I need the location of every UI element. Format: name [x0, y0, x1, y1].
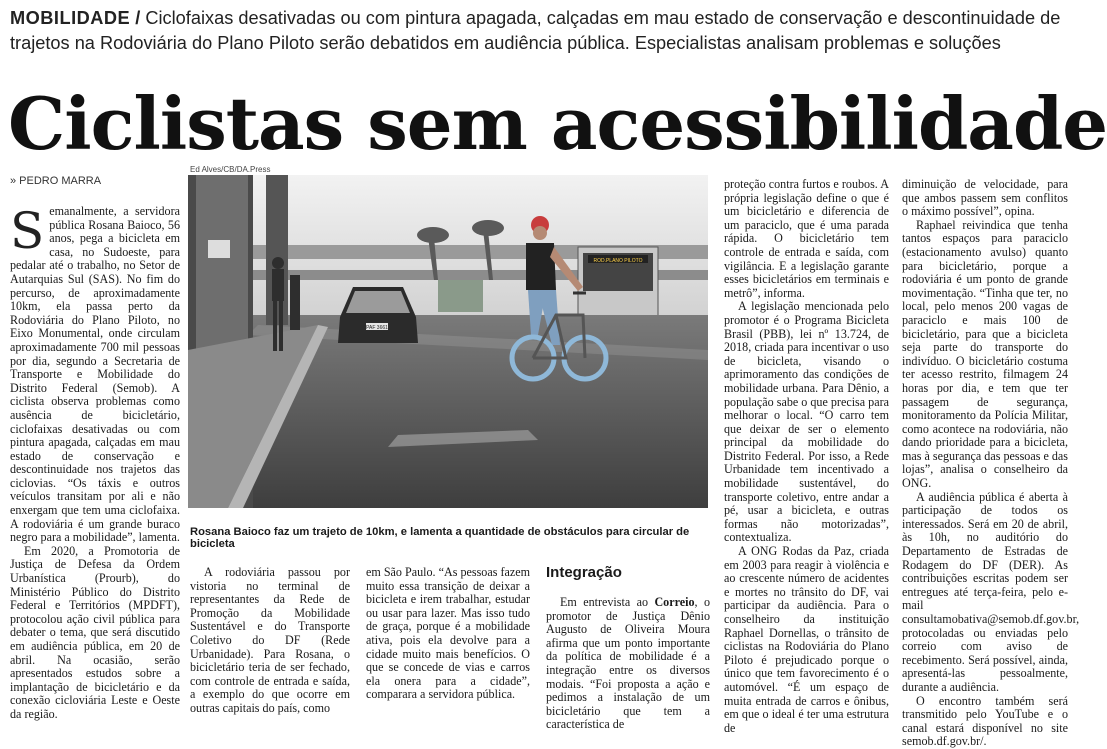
article-column-4 [546, 564, 710, 732]
paragraph: em São Paulo. “As pessoas fazem muito essa transição de deixar a bicicleta e irem trabalhar, estudar ou usar para lazer. Mas isso tudo de graça, porque é a mobilidade ativa, pois ela devolve para a cidade muito mais benefícios. O que se concede de vias e carros ela onera para a cidade”, comparara a servidora pública. [366, 565, 530, 702]
paragraph [10, 202, 180, 545]
paragraph: A legislação mencionada pelo promotor é o Programa Bicicleta Brasil (PBB), lei nº 13.724, de 2018, criada para incentivar o uso de bicicleta, visando o aprimoramento das condições de mobilidade urbana. Para Dênio, a população sabe o que precisa para melhorar o local. “O carro tem que deixar de ser o elemento principal da mobilidade do Distrito Federal. Por isso, a Rede Urbanidade tem incentivado a mobilidade sustentável, do transporte coletivo, entre andar a pé, usar a bicicleta, e outras formas não motorizadas”, contextualiza. [724, 299, 889, 545]
news-photo [188, 175, 708, 508]
article-column-3 [366, 566, 530, 702]
paragraph-text: , o promotor de Justiça Dênio Augusto de Oliveira Moura afirma que um ponto importante da política de mobilidade é a integração entre os diversos modais. “Foi proposta a ação e pedimos a instalação de um bicicletário que tem a característica de [546, 595, 711, 732]
paragraph: diminuição de velocidade, para que ambos passem sem conflitos o máximo possível”, opina. [902, 177, 1068, 219]
photo-caption: Rosana Baioco faz um trajeto de 10km, e lamenta a quantidade de obstáculos para circular de bicicleta [190, 526, 690, 550]
paragraph-text: emanalmente, a servidora pública Rosana Baioco, 56 anos, pega a bicicleta em casa, no Sudoeste, para pedalar até o trabalho, no Setor de Autarquias Sul (SAS). No fim do percurso, de aproximadamente 10km, ela passa perto da Rodoviária do Plano Piloto, no Eixo Monumental, onde circulam aproximadamente 700 mil pessoas por dia, segundo a Secretaria de Transporte e Mobilidade do Distrito Federal (Semob). A ciclista observa problemas como ausência de bicicletário, ciclofaixas desativadas ou com pintura apagada, calçadas em mau estado de conservação e descontinuidade nos trajetos das ciclovias. “Os táxis e outros veículos transitam por ali e não enxergam que tem uma ciclofaixa. A rodoviária é um grande buraco negro para a mobilidade”, lamenta. [10, 204, 180, 545]
paragraph: O encontro também será transmitido pelo YouTube e o canal estará disponível no site semob.df.gov.br/. [902, 693, 1068, 749]
section-tag: MOBILIDADE [10, 8, 131, 28]
paragraph: Em 2020, a Promotoria de Justiça de Defesa da Ordem Urbanística (Prourb), do Ministério Público do Distrito Federal e Territórios (MPDFT), protocolou ação civil pública para debater o tema, que será discutido em audiência pública, em 20 de abril. Na ocasião, serão apresentados estudos sobre a implantação de bicicletário e da conexão cicloviária Leste e Oeste da região. [10, 543, 180, 721]
car-plate: PAF 3661 [366, 325, 388, 331]
kicker [10, 6, 1070, 56]
subhead: Integração [546, 564, 622, 581]
bus-sign: ROD.PLANO PILOTO [593, 258, 643, 264]
paragraph: proteção contra furtos e roubos. A própria legislação define o que é um bicicletário e diferencia de um paraciclo, que é uma parada rápida. O bicicletário tem controle de entrada e saída, com vigilância. E a legislação garante esses bicicletários em terminais e metrô”, informa. [724, 177, 889, 300]
photo-illustration [188, 175, 708, 508]
article-column-1 [10, 202, 180, 722]
byline: » PEDRO MARRA [10, 175, 102, 187]
paragraph: A audiência pública é aberta à participação de todos os interessados. Será em 20 de abril, às 10h, no auditório do Departamento de Estradas de Rodagem do DF (DER). As contribuições escritas podem ser entregues até terça-feira, pelo e-mail consultamobativa@semob.df.gov.br, protocoladas ou enviadas pelo correio com aviso de recebimento. Será possível, ainda, apresentá-las pessoalmente, durante a audiência. [902, 489, 1080, 694]
drop-cap: S [10, 202, 45, 260]
paragraph-text: Em entrevista ao [560, 595, 655, 609]
newspaper-name: Correio [654, 595, 695, 609]
article-column-5 [724, 178, 889, 735]
article-column-6 [902, 177, 1080, 749]
paragraph: Raphael reivindica que tenha tantos espaços para paraciclo (estacionamento avulso) quanto para bicicletário, porque a rodoviária é um ponto de grande movimentação. “Tinha que ter, no local, pelo menos 200 vagas de paraciclo e mais 100 de bicicletário, para que a bicicleta seja parte do transporte do indivíduo. O bicicletário costuma ter acesso restrito, filmagem 24 horas por dia, e tem que ter passagem de segurança, monitoramento da Polícia Militar, como acontece na rodoviária, não dando prioridade para a bicicleta, mas à segurança das pessoas e das lojas”, analisa o conselheiro da ONG. [902, 217, 1068, 491]
paragraph: A rodoviária passou por vistoria no terminal de representantes da Rede de Promoção da Mobilidade Sustentável e do Transporte Coletivo do DF (Rede Urbanidade). Para Rosana, o bicicletário teria de ser fechado, com controle de entrada e saída, a exemplo do que ocorre em outras capitais do país, como [190, 565, 350, 715]
headline: Ciclistas sem acessibilidade [8, 81, 1107, 166]
section-separator: / [135, 8, 141, 28]
kicker-text: Ciclofaixas desativadas ou com pintura apagada, calçadas em mau estado de conservação e descontinuidade de trajetos na Rodoviária do Plano Piloto serão debatidos em audiência pública. Especialistas analisam problemas e soluções [10, 8, 1061, 53]
paragraph [546, 596, 710, 732]
paragraph: A ONG Rodas da Paz, criada em 2003 para reagir à violência e ao crescente número de acidentes e mortes no trânsito do DF, vai participar da audiência. Para o conselheiro da instituição Raphael Dornellas, o trânsito de ciclistas na Rodoviária do Plano Piloto é prejudicado porque o único que tem favorecimento é o automóvel. “É um espaço de muita entrada de carros e ônibus, em que o ideal é ter uma estrutura de [724, 544, 889, 735]
photo-credit: Ed Alves/CB/DA.Press [190, 165, 271, 174]
article-column-2 [190, 566, 350, 716]
